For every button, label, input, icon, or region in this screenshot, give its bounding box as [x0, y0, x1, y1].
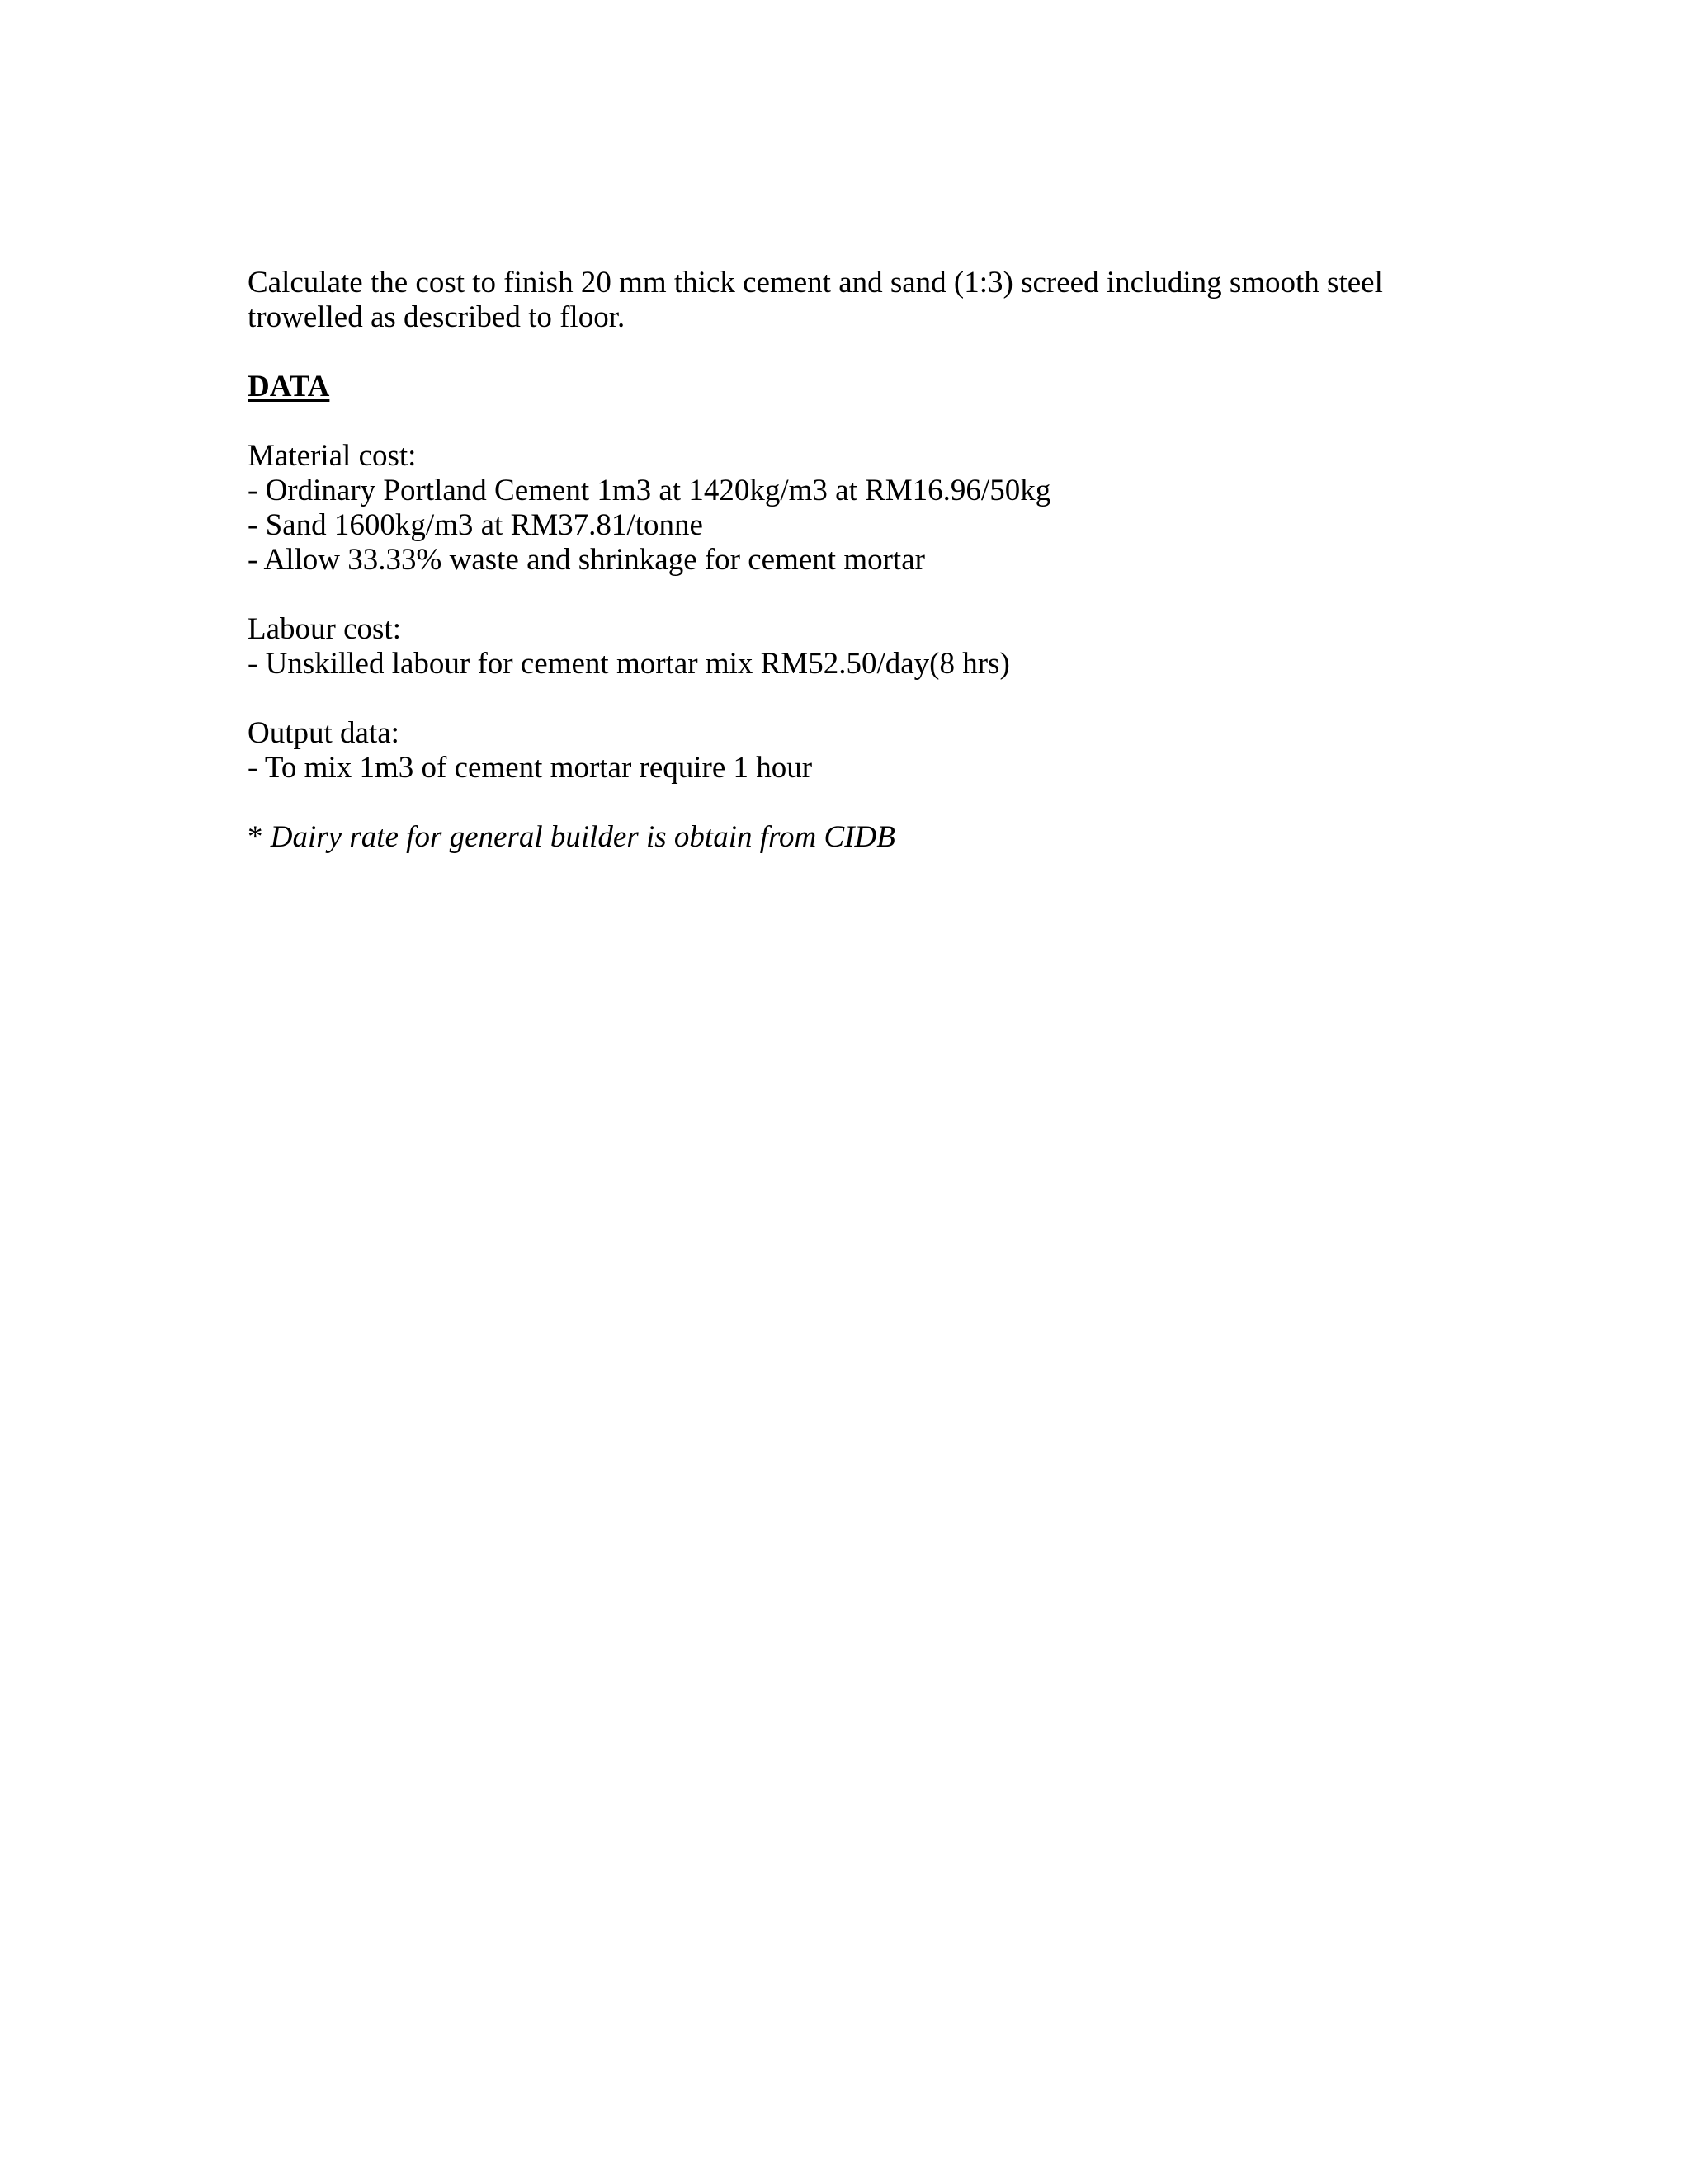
- material-item-cement: - Ordinary Portland Cement 1m3 at 1420kg/m3 at RM16.96/50kg: [248, 474, 1051, 507]
- spacer: [248, 404, 1444, 439]
- footnote: [248, 820, 1444, 855]
- material-item-waste: - Allow 33.33% waste and shrinkage for cement mortar: [248, 543, 925, 577]
- output-data-title: Output data:: [248, 716, 399, 750]
- spacer: [248, 578, 1444, 612]
- output-item-mix: - To mix 1m3 of cement mortar require 1 hour: [248, 751, 813, 785]
- spacer: [248, 785, 1444, 820]
- labour-cost-title: Labour cost:: [248, 612, 401, 646]
- spacer: [248, 682, 1444, 716]
- footnote-marker: *: [248, 820, 271, 854]
- question-line-1: Calculate the cost to finish 20 mm thick cement and sand (1:3) screed including smooth steel: [248, 266, 1383, 300]
- data-heading: DATA: [248, 370, 330, 403]
- footnote-text: Dairy rate for general builder is obtain from CIDB: [270, 820, 895, 854]
- material-cost-title: Material cost:: [248, 439, 417, 473]
- material-item-sand: - Sand 1600kg/m3 at RM37.81/tonne: [248, 508, 703, 542]
- document-body: [248, 266, 1444, 855]
- question-line-2: trowelled as described to floor.: [248, 300, 625, 334]
- labour-item-unskilled: - Unskilled labour for cement mortar mix RM52.50/day(8 hrs): [248, 647, 1010, 681]
- spacer: [248, 335, 1444, 370]
